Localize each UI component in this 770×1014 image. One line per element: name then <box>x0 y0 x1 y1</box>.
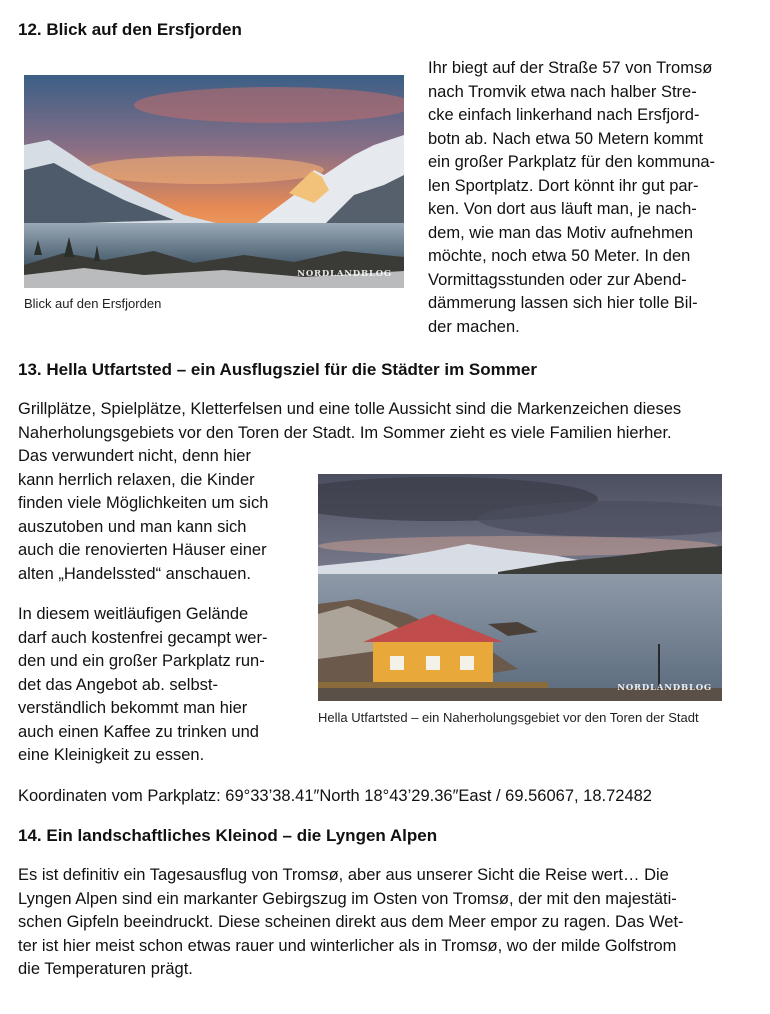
text-line: nach Tromvik etwa nach halber Stre- <box>428 82 697 101</box>
text-line: ter ist hier meist schon etwas rauer und winterlicher als in Tromsø, wo der milde Golfstrom <box>18 936 677 955</box>
section-13-intro <box>18 398 681 445</box>
text-line: finden viele Möglichkeiten um sich <box>18 494 269 512</box>
section-13-heading: 13. Hella Utfartsted – ein Ausflugsziel für die Städter im Sommer <box>18 360 537 379</box>
text-line: Es ist definitiv ein Tagesausflug von Tromsø, aber aus unserer Sicht die Reise wert… Die <box>18 866 669 884</box>
watermark: NORDLANDBLOG <box>297 269 392 279</box>
text-line: cke einfach linkerhand nach Ersfjord- <box>428 106 700 124</box>
text-line: eine Kleinigkeit zu essen. <box>18 746 205 764</box>
ersfjorden-caption: Blick auf den Ersfjorden <box>24 296 162 311</box>
section-12-heading: 12. Blick auf den Ersfjorden <box>18 20 242 39</box>
text-line: In diesem weitläufigen Gelände <box>18 605 249 623</box>
text-line: verständlich bekommt man hier <box>18 699 248 717</box>
text-line: Das verwundert nicht, denn hier <box>18 447 251 465</box>
text-line: Grillplätze, Spielplätze, Kletterfelsen und eine tolle Aussicht sind die Markenzeichen dieses <box>18 400 682 418</box>
text-line: ein großer Parkplatz für den kommuna- <box>428 153 716 171</box>
section-14-heading: 14. Ein landschaftliches Kleinod – die Lyngen Alpen <box>18 826 438 845</box>
text-line: det das Angebot ab. selbst- <box>18 675 218 694</box>
text-line: len Sportplatz. Dort könnt ihr gut par- <box>428 176 699 195</box>
text-line: botn ab. Nach etwa 50 Metern kommt <box>428 129 704 148</box>
text-line: Naherholungsgebiets vor den Toren der Stadt. Im Sommer zieht es viele Familien hierher. <box>18 423 672 442</box>
section-13-left-para-2 <box>18 603 267 768</box>
section-14-text <box>18 864 684 982</box>
watermark: NORDLANDBLOG <box>617 683 712 693</box>
coordinates-line: Koordinaten vom Parkplatz: 69°33’38.41″North 18°43’29.36″East / 69.56067, 18.72482 <box>18 787 652 805</box>
text-line: dem, wie man das Motiv aufnehmen <box>428 223 694 242</box>
text-line: den und ein großer Parkplatz run- <box>18 652 265 670</box>
coordinates-text <box>18 785 652 809</box>
text-line: möchte, noch etwa 50 Meter. In den <box>428 247 691 265</box>
text-line: der machen. <box>428 317 520 336</box>
text-line: Ihr biegt auf der Straße 57 von Tromsø <box>428 59 713 77</box>
text-line: darf auch kostenfrei gecampt wer- <box>18 628 268 647</box>
text-line: alten „Handelssted“ anschauen. <box>18 564 251 583</box>
text-line: kann herrlich relaxen, die Kinder <box>18 470 255 489</box>
text-line: ken. Von dort aus läuft man, je nach- <box>428 200 697 218</box>
ersfjorden-photo <box>24 75 404 288</box>
hella-caption: Hella Utfartsted – ein Naherholungsgebiet vor den Toren der Stadt <box>318 710 699 725</box>
hella-photo <box>318 474 722 701</box>
text-line: die Temperaturen prägt. <box>18 960 193 978</box>
text-line: Lyngen Alpen sind ein markanter Gebirgszug im Osten von Tromsø, der mit den majestäti- <box>18 889 677 908</box>
text-line: auszutoben und man kann sich <box>18 517 247 536</box>
text-line: auch einen Kaffee zu trinken und <box>18 722 259 741</box>
section-12-text <box>428 57 715 339</box>
text-line: dämmerung lassen sich hier tolle Bil- <box>428 294 698 312</box>
section-13-left-para-1 <box>18 445 268 586</box>
text-line: Vormittagsstunden oder zur Abend- <box>428 270 687 289</box>
text-line: schen Gipfeln beeindruckt. Diese scheinen direkt aus dem Meer empor zu ragen. Das Wet- <box>18 913 684 931</box>
text-line: auch die renovierten Häuser einer <box>18 541 267 559</box>
